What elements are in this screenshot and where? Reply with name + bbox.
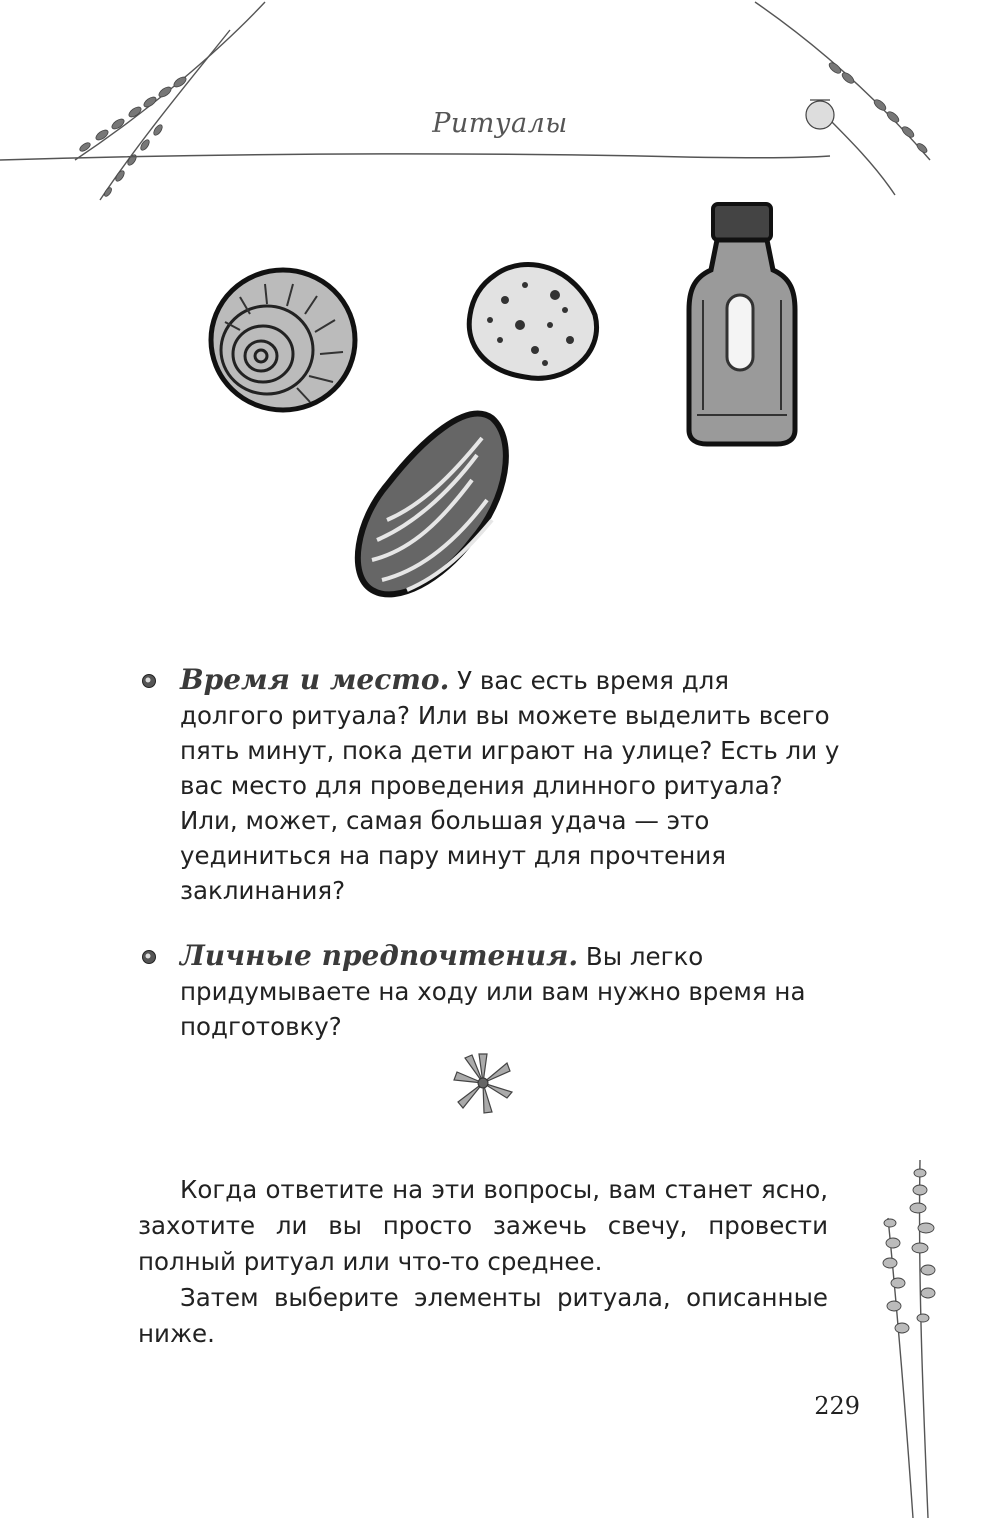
bullet-marker-icon (140, 947, 158, 965)
bottle-drawing (685, 200, 800, 448)
list-item (140, 938, 840, 1044)
bullet-text: У вас есть время для долгого ритуала? Или вы можете выделить всего пять минут, пока дети играют на улице? Есть ли у вас место для проведения длинного ритуала? Или, может, самая большая удача — это уединиться на пару минут для прочтения заклинания? (180, 666, 840, 905)
bullet-term: Время и место. (180, 663, 450, 696)
lavender-right-decoration (868, 1158, 958, 1518)
list-item (140, 662, 840, 908)
paragraph: Когда ответите на эти вопросы, вам станет ясно, захотите ли вы просто зажечь свечу, провести полный ритуал или что-то среднее. (138, 1175, 828, 1276)
paragraph: Затем выберите элементы ритуала, описанные ниже. (138, 1283, 828, 1348)
body-text (138, 1172, 828, 1352)
lavender-top-left-decoration (30, 0, 270, 210)
bullet-list (140, 662, 840, 1074)
bullet-marker-icon (140, 671, 158, 689)
striped-pebble-drawing (352, 410, 517, 602)
page-number: 229 (814, 1392, 860, 1420)
bullet-text: Вы легко придумываете на ходу или вам нужно время на подготовку? (180, 942, 806, 1041)
shell-drawing (205, 262, 365, 417)
star-anise-icon (450, 1050, 516, 1116)
bullet-term: Личные предпочтения. (180, 939, 579, 972)
running-header-title: Ритуалы (432, 108, 568, 139)
lavender-top-right-decoration (750, 0, 960, 200)
header-rule (0, 150, 840, 164)
speckled-stone-drawing (465, 255, 605, 390)
